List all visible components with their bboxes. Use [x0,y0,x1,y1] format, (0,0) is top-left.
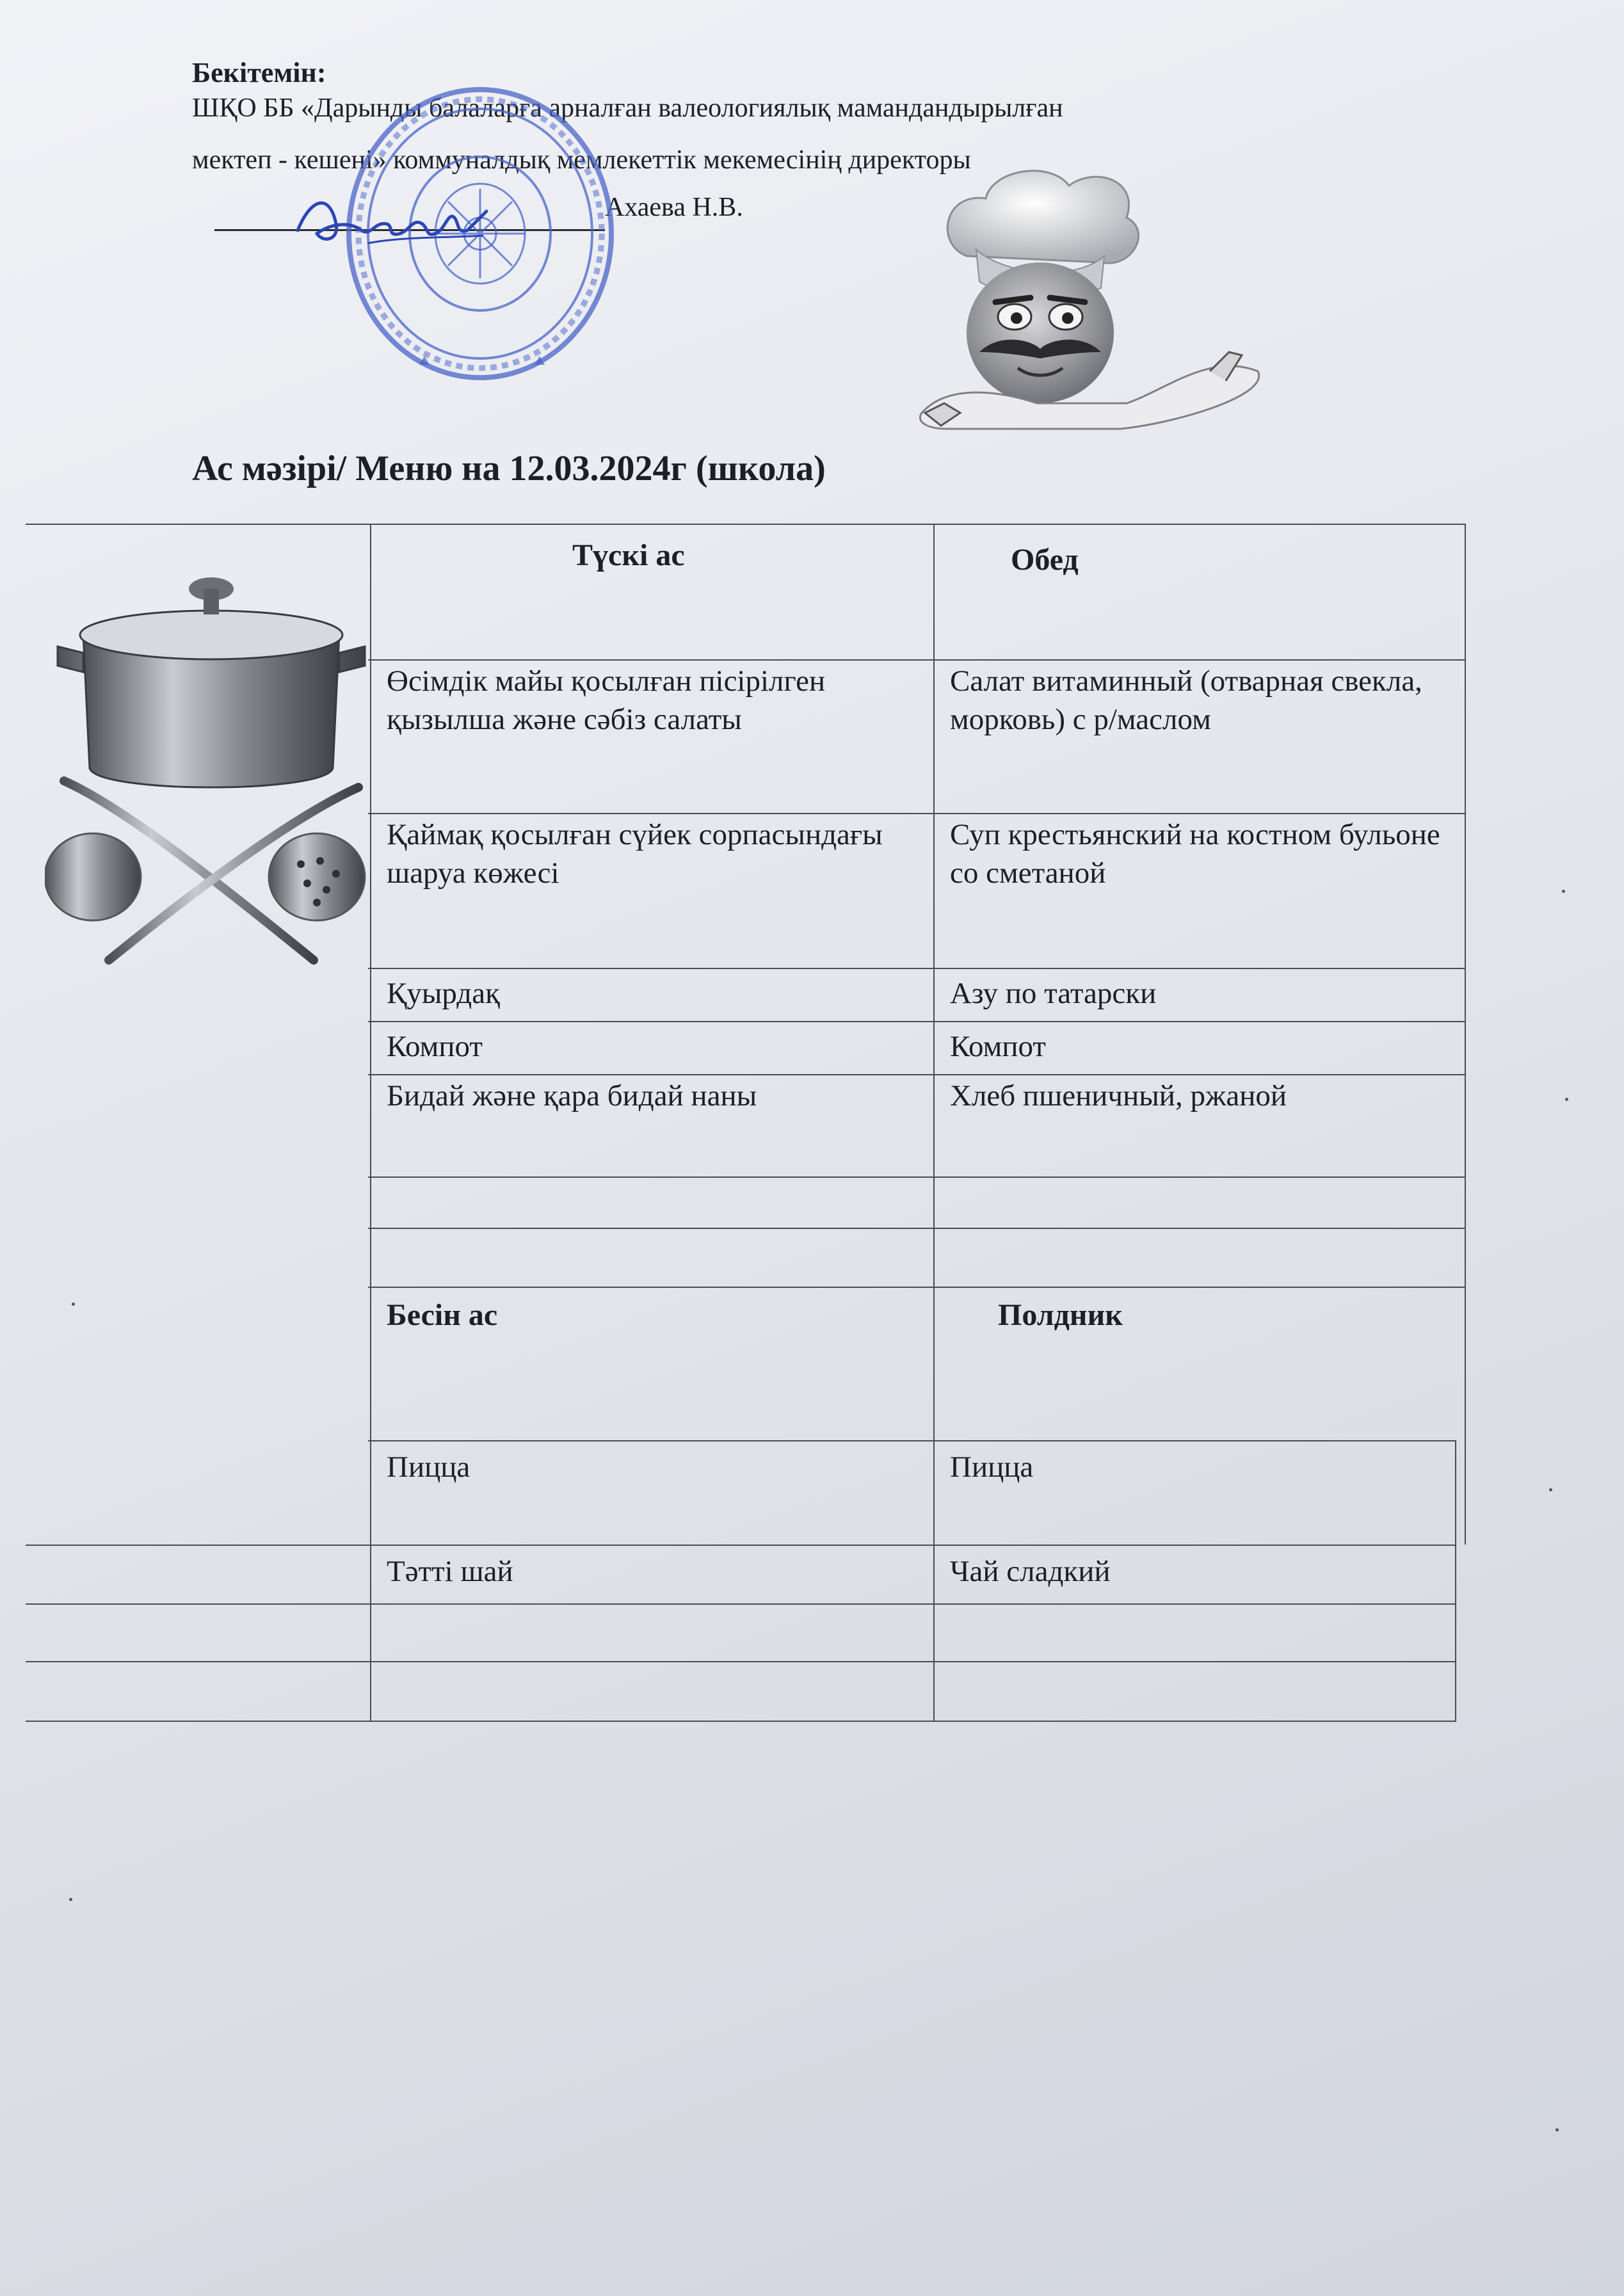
pot-ladles-illustration [45,576,378,973]
director-name: Ахаева Н.В. [605,193,743,222]
table-border [933,524,935,1721]
table-border [368,1021,1466,1022]
paper-speck [1565,1098,1568,1101]
snack-header-kz: Бесін ас [387,1298,498,1332]
table-border [370,524,371,1721]
paper-speck [72,1303,75,1306]
snack-item-ru: Пицца [950,1450,1034,1484]
table-border [1465,524,1466,1545]
approval-label: Бекітемін: [192,57,326,88]
table-border [26,1661,1456,1662]
menu-title: Ас мәзірі/ Меню на 12.03.2024г (школа) [192,449,826,488]
table-border [1455,1440,1456,1721]
paper-speck [1562,890,1565,893]
lunch-item-kz: Қаймақ қосылған сүйек сорпасындағы шаруа көжесі [387,818,883,890]
paper-speck [69,1898,72,1901]
lunch-item-ru: Суп крестьянский на костном бульоне со сметаной [950,818,1440,890]
snack-item-ru: Чай сладкий [950,1555,1111,1588]
table-border [368,1440,1456,1441]
lunch-header-kz: Түскі ас [572,538,685,572]
lunch-item-ru: Азу по татарски [950,977,1157,1010]
paper-speck [1556,2128,1559,2131]
lunch-header-ru: Обед [1011,543,1079,577]
table-border [26,1603,1456,1605]
lunch-item-kz: Өсімдік майы қосылған пісірілген қызылша және сәбіз салаты [387,664,826,736]
snack-item-kz: Тәтті шай [387,1555,513,1588]
lunch-item-kz: Қуырдақ [387,977,500,1010]
table-border [368,1176,1466,1178]
lunch-item-ru: Салат витаминный (отварная свекла, морковь) с р/маслом [950,664,1422,736]
snack-item-kz: Пицца [387,1450,470,1484]
lunch-item-kz: Бидай және қара бидай наны [387,1079,757,1112]
table-border [26,524,1466,525]
table-border [368,1074,1466,1075]
approval-line-2: мектеп - кешені» коммуналдық мемлекеттік мекемесінің директоры [192,145,971,175]
snack-header-ru: Полдник [998,1298,1123,1332]
table-border [368,1287,1466,1288]
chef-illustration [909,160,1274,435]
table-border [368,659,1466,661]
signature-icon [291,186,496,256]
lunch-item-ru: Хлеб пшеничный, ржаной [950,1079,1287,1112]
table-border [26,1545,1456,1546]
table-border [368,968,1466,969]
table-border [368,813,1466,814]
lunch-item-ru: Компот [950,1030,1046,1063]
paper-speck [1549,1488,1552,1491]
approval-line-1: ШҚО ББ «Дарынды балаларға арналған валеологиялық мамандандырылған [192,93,1063,123]
lunch-item-kz: Компот [387,1030,483,1063]
table-border [368,1228,1466,1229]
table-border [26,1721,1456,1722]
